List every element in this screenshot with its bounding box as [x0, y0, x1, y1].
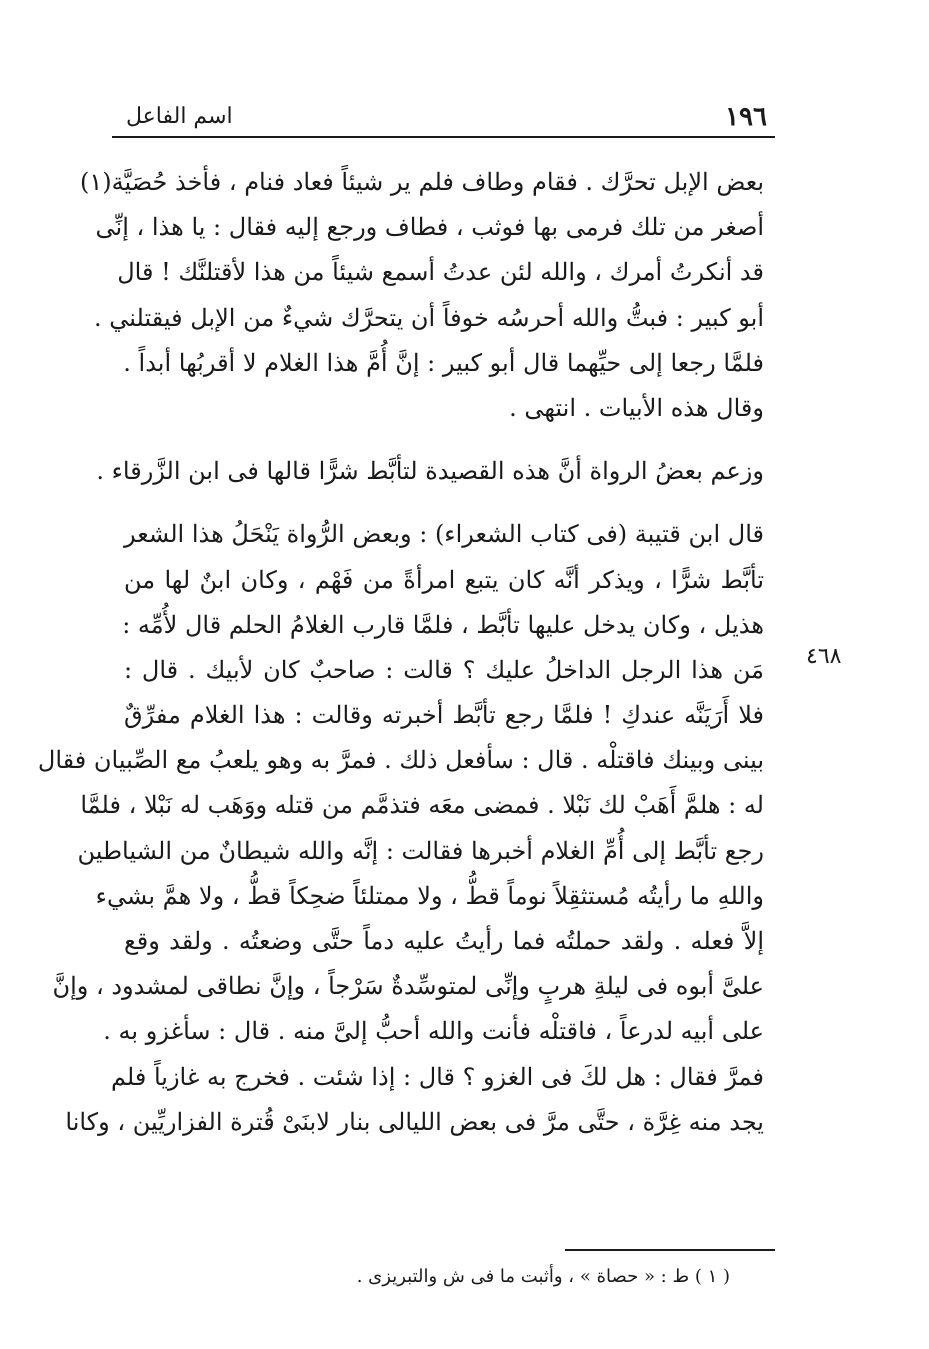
- text-line: تأبَّط شرًّا ، ويذكر أنَّه كان يتبع امرأةً من فَهْم ، وكان ابنٌ لها من: [124, 565, 764, 594]
- text-line: رجع تأبَّط إلى أُمِّ الغلام أخبرها فقالت : إنَّه والله شيطانٌ من الشياطين: [77, 836, 764, 865]
- footnote: ( ١ ) ط : « حصاة » ، وأثبت ما فى ش والتبريزى .: [356, 1266, 730, 1287]
- text-line: واللهِ ما رأيتُه مُستثقِلاً نوماً قطُّ ، ولا ممتلئاً ضحِكاً قطُّ ، ولا همَّ بشيء: [95, 881, 764, 910]
- text-line: بينى وبينك فاقتلْه . قال : سأفعل ذلك . فمرَّ به وهو يلعبُ مع الصِّبيان فقال: [37, 746, 764, 775]
- header-rule: [112, 136, 775, 138]
- text-line: فمرَّ فقال : هل لكَ فى الغزو ؟ قال : إذا شئت . فخرج به غازياً فلم: [110, 1062, 764, 1091]
- text-line: هذيل ، وكان يدخل عليها تأبَّط ، فلمَّا قارب الغلامُ الحلم قال لأُمِّه :: [122, 610, 764, 639]
- text-line: يجد منه غِرَّة ، حتَّى مرَّ فى بعض الليالى بنار لابنَىْ قُترة الفزاريِّين ، وكانا: [65, 1107, 764, 1136]
- page-header: [112, 102, 775, 134]
- paragraph-gap: [124, 431, 764, 449]
- text-line: على أبيه لدرعاً ، فاقتلْه فأنت والله أحبُّ إلىَّ منه . قال : سأغزو به .: [103, 1017, 764, 1046]
- paragraph-gap: [124, 494, 764, 512]
- text-line: له : هلمَّ أَهَبْ لك نَبْلا . فمضى معَه فتذمَّم من قتله ووَهَب له نَبْلا ، فلمَّا: [80, 791, 764, 820]
- text-line: أصغر من تلك فرمى بها فوثب ، فطاف ورجع إليه فقال : يا هذا ، إنِّى: [95, 213, 764, 242]
- text-line: بعض الإبل تحرَّك . فقام وطاف فلم ير شيئاً فعاد فنام ، فأخذ حُصَيَّة(١): [79, 168, 764, 196]
- text-line: فلمَّا رجعا إلى حيِّهما قال أبو كبير : إنَّ أُمَّ هذا الغلام لا أقربُها أبداً .: [123, 348, 764, 377]
- text-line: فلا أَرَيَنَّه عندكِ ! فلمَّا رجع تأبَّط أخبرته وقالت : هذا الغلام مفرِّقٌ: [124, 701, 764, 730]
- text-line: إلاَّ فعله . ولقد حملتُه فما رأيتُ عليه دماً حتَّى وضعتُه . ولقد وقع: [124, 927, 764, 955]
- text-line: قال ابن قتيبة (فى كتاب الشعراء) : وبعض الرُّواة يَنْحَلُ هذا الشعر: [124, 520, 764, 549]
- paragraph-2: [96, 449, 764, 494]
- text-line: قد أنكرتُ أمرك ، والله لئن عدتُ أسمع شيئاً من هذا لأقتلنَّك ! قال: [117, 258, 764, 287]
- paragraph-1: [79, 160, 764, 431]
- text-line: مَن هذا الرجل الداخلُ عليك ؟ قالت : صاحبٌ كان لأبيك . قال :: [124, 655, 764, 684]
- paragraph-3: [37, 512, 764, 1145]
- margin-page-reference: ٤٦٨: [806, 644, 842, 669]
- body-text: [37, 160, 764, 1145]
- text-line: أبو كبير : فبتُّ والله أحرسُه خوفاً أن يتحرَّك شيءٌ من الإبل فيقتلني .: [94, 303, 764, 332]
- text-line: علىَّ أبوه فى ليلةِ هربٍ وإنِّى لمتوسِّدةٌ سَرْجاً ، وإنَّ نطاقى لمشدود ، وإنَّ: [52, 972, 764, 1001]
- running-title: اسم الفاعل: [126, 104, 233, 129]
- page-number: ١٩٦: [725, 102, 767, 132]
- text-line: وقال هذه الأبيات . انتهى .: [509, 393, 764, 422]
- footnote-rule: [565, 1249, 775, 1251]
- text-line: وزعم بعضُ الرواة أنَّ هذه القصيدة لتأبَّط شرًّا قالها فى ابن الزَّرقاء .: [96, 457, 764, 486]
